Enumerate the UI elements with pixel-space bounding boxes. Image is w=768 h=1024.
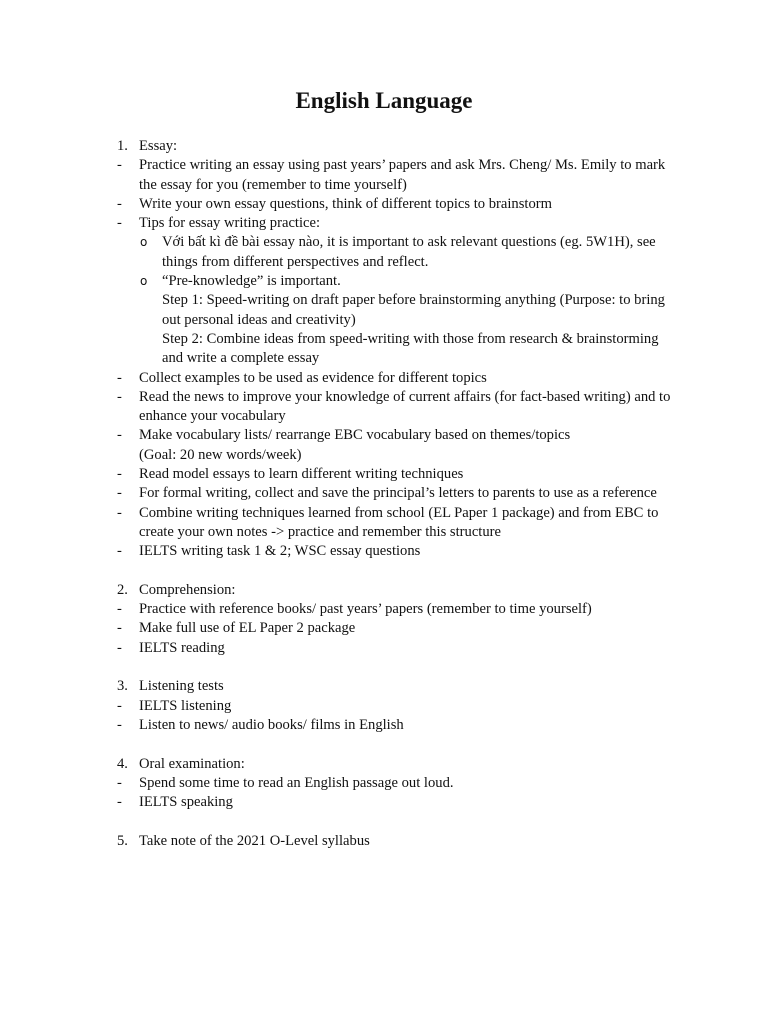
list-number: 4. [117,755,128,772]
list-item-text: IELTS listening [139,697,232,714]
dash-marker: - [117,195,122,212]
sub-list-item-text: Với bất kì đề bài essay nào, it is important to ask relevant questions (eg. 5W1H), see things from different perspectives and reflect. [162,234,656,270]
step-text: Step 2: Combine ideas from speed-writing with those from research & brainstorming and write a complete essay [162,330,659,367]
list-item-text: Write your own essay questions, think of different topics to brainstorm [139,195,552,212]
dash-marker: - [117,639,122,656]
list-number: 5. [117,832,128,849]
list-item-text: Make vocabulary lists/ rearrange EBC vocabulary based on themes/topics [139,427,571,444]
list-item-text: IELTS writing task 1 & 2; WSC essay questions [139,543,421,560]
list-item [0,195,768,214]
page-title: English Language [295,88,473,113]
list-item [0,484,768,503]
dash-marker: - [117,620,122,637]
list-item [0,600,768,619]
dash-marker: - [117,543,122,560]
list-item [0,465,768,484]
dash-marker: - [117,697,122,714]
dash-marker: - [117,716,122,733]
list-number: 3. [117,678,128,695]
section-heading-essay [0,137,768,156]
list-item-text: Combine writing techniques learned from school (EL Paper 1 package) and from EBC to create your own notes -> practice and remember this structure [139,504,659,540]
list-item [0,793,768,812]
list-item-text: Tips for essay writing practice: [139,215,321,232]
section-heading-oral [0,755,768,774]
list-item-text: For formal writing, collect and save the principal’s letters to parents to use as a reference [139,485,657,502]
dash-marker: - [117,215,122,232]
list-item [0,697,768,716]
list-item [0,774,768,793]
list-item-text: Listen to news/ audio books/ films in English [139,716,404,733]
section-heading-comprehension [0,581,768,600]
list-item-text: IELTS speaking [139,794,233,811]
list-item [0,214,768,233]
list-number: 2. [117,581,128,598]
circle-bullet-icon: o [140,274,148,289]
list-item-text: Practice with reference books/ past years’ papers (remember to time yourself) [139,601,592,618]
section-title: Comprehension: [139,581,236,598]
section-spacer [0,562,768,581]
section-spacer [0,735,768,754]
list-item [0,156,768,195]
list-item-text: Make full use of EL Paper 2 package [139,620,356,637]
dash-marker: - [117,369,122,386]
dash-marker: - [117,504,122,521]
list-item-text: IELTS reading [139,639,225,656]
dash-marker: - [117,601,122,618]
section-title: Take note of the 2021 O-Level syllabus [139,832,370,849]
sub-list-item [0,272,768,291]
section-title: Listening tests [139,678,224,695]
list-item [0,542,768,561]
section-title: Essay: [139,138,178,154]
dash-marker: - [117,388,122,405]
dash-marker: - [117,774,122,791]
list-number: 1. [117,138,128,154]
list-item [0,504,768,543]
section-heading-listening [0,677,768,696]
list-item [0,619,768,638]
section-spacer [0,658,768,677]
step-text: Step 1: Speed-writing on draft paper before brainstorming anything (Purpose: to bring out personal ideas and creativity) [162,292,665,328]
list-item [0,426,768,465]
section-spacer [0,812,768,831]
sub-list-item-text: “Pre-knowledge” is important. [162,273,341,290]
dash-marker: - [117,427,122,444]
dash-marker: - [117,485,122,502]
section-title: Oral examination: [139,755,245,772]
circle-bullet-icon: o [140,235,148,250]
list-item-text: Practice writing an essay using past years’ papers and ask Mrs. Cheng/ Ms. Emily to mark the essay for you (remember to time yourself) [139,157,666,193]
list-item [0,388,768,427]
list-item [0,369,768,388]
section-heading-syllabus [0,832,768,851]
dash-marker: - [117,794,122,811]
dash-marker: - [117,466,122,483]
list-item [0,639,768,658]
vocab-goal-text: (Goal: 20 new words/week) [139,446,302,463]
list-item-text: Spend some time to read an English passage out loud. [139,774,454,791]
list-item-text: Read the news to improve your knowledge of current affairs (for fact-based writing) and to enhance your vocabulary [139,388,671,425]
document-body [0,137,768,851]
list-item [0,716,768,735]
list-item-text: Read model essays to learn different writing techniques [139,466,464,483]
sub-list-item [0,233,768,272]
dash-marker: - [117,157,122,174]
list-item-text: Collect examples to be used as evidence for different topics [139,369,487,386]
